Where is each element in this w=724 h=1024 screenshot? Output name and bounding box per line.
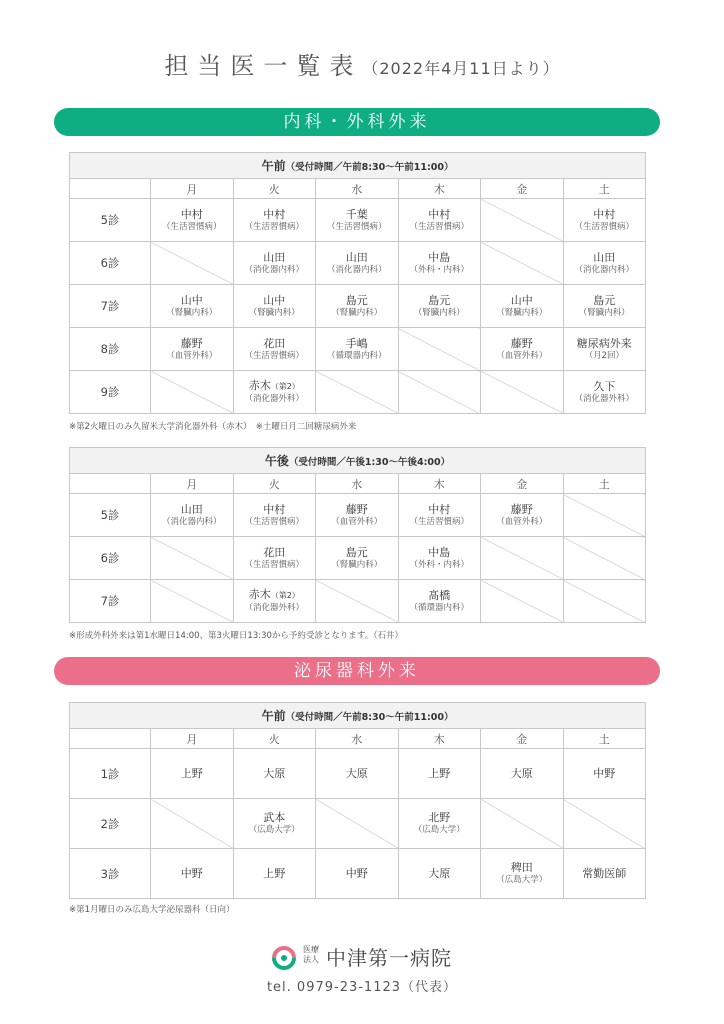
doctor-name bbox=[399, 546, 481, 559]
doctor-cell bbox=[233, 749, 316, 799]
table-header-row bbox=[70, 448, 646, 474]
doctor-specialty: （腎臓内科） bbox=[331, 307, 383, 318]
doctor-name bbox=[151, 867, 233, 880]
doctor-specialty: （血管外科） bbox=[496, 350, 548, 361]
hospital-logo-icon bbox=[270, 942, 298, 970]
empty-cell bbox=[481, 537, 564, 580]
doctor-name-text: 山中 bbox=[510, 293, 533, 307]
doctor-name-text: 中野 bbox=[593, 767, 616, 780]
doctor-name-text: 山田 bbox=[263, 250, 286, 264]
doctor-name-text: 中野 bbox=[180, 867, 203, 880]
session-label: 午前 bbox=[261, 159, 286, 173]
weekday-cell: 火 bbox=[233, 474, 316, 494]
phone-number: tel. 0979-23-1123（代表） bbox=[266, 980, 458, 995]
clinic-room-label: 3診 bbox=[70, 849, 151, 899]
doctor-name bbox=[151, 337, 233, 350]
doctor-name bbox=[234, 588, 316, 602]
doctor-name bbox=[234, 503, 316, 516]
internal-afternoon-note: ※形成外科外来は第1水曜日14:00、第3火曜日13:30から予約受診となります。（石井） bbox=[69, 631, 404, 641]
doctor-name bbox=[399, 251, 481, 264]
page-title bbox=[0, 46, 724, 81]
urology-banner: 泌尿器科外来 bbox=[54, 657, 660, 685]
reception-hours: （受付時間／午後1:30～午後4:00） bbox=[288, 457, 451, 468]
doctor-name bbox=[234, 867, 316, 880]
page-title-date: （2022年4月11日より） bbox=[362, 59, 560, 78]
doctor-name bbox=[151, 208, 233, 221]
clinic-room-label: 6診 bbox=[70, 242, 151, 285]
doctor-cell bbox=[151, 199, 234, 242]
clinic-room-label: 5診 bbox=[70, 494, 151, 537]
empty-cell bbox=[398, 328, 481, 371]
clinic-room-label: 1診 bbox=[70, 749, 151, 799]
doctor-specialty: （広島大学） bbox=[496, 875, 548, 885]
doctor-specialty: （血管外科） bbox=[331, 516, 383, 527]
doctor-cell bbox=[233, 285, 316, 328]
table-row bbox=[70, 849, 646, 899]
doctor-specialty: （生活習慣病） bbox=[574, 221, 635, 232]
doctor-specialty: （広島大学） bbox=[413, 825, 465, 835]
doctor-name bbox=[234, 767, 316, 780]
doctor-name-text: 藤野 bbox=[510, 336, 533, 350]
weekday-cell: 月 bbox=[151, 729, 234, 749]
hospital-logo bbox=[270, 940, 470, 974]
doctor-cell bbox=[398, 537, 481, 580]
weekday-cell: 月 bbox=[151, 179, 234, 199]
empty-cell bbox=[151, 537, 234, 580]
internal-afternoon-table bbox=[69, 447, 646, 623]
doctor-specialty: （生活習慣病） bbox=[326, 221, 387, 232]
doctor-cell bbox=[563, 285, 646, 328]
doctor-name-text: 赤木 bbox=[248, 379, 271, 392]
logo-corp-label: 医療法人 bbox=[303, 945, 319, 964]
doctor-name bbox=[234, 811, 316, 824]
doctor-cell bbox=[233, 328, 316, 371]
doctor-specialty: （腎臓内科） bbox=[578, 307, 630, 318]
session-label: 午後 bbox=[264, 454, 289, 468]
doctor-name bbox=[564, 867, 646, 880]
weekday-cell: 木 bbox=[398, 179, 481, 199]
doctor-specialty: （消化器外科） bbox=[244, 603, 304, 613]
clinic-room-label: 6診 bbox=[70, 537, 151, 580]
doctor-name bbox=[151, 767, 233, 780]
empty-cell bbox=[481, 199, 564, 242]
doctor-cell bbox=[398, 749, 481, 799]
doctor-cell bbox=[398, 494, 481, 537]
weekday-cell: 木 bbox=[398, 474, 481, 494]
table-row bbox=[70, 328, 646, 371]
weekday-row bbox=[70, 729, 646, 749]
doctor-name-text: 中村 bbox=[428, 207, 451, 221]
doctor-specialty: （消化器外科） bbox=[574, 393, 635, 404]
doctor-specialty: （循環器内科） bbox=[409, 602, 469, 613]
doctor-name bbox=[234, 337, 316, 350]
doctor-specialty: （消化器内科） bbox=[326, 264, 387, 275]
doctor-cell bbox=[233, 580, 316, 623]
doctor-name-text: 髙橋 bbox=[428, 588, 451, 602]
doctor-name-text: 中村 bbox=[180, 207, 203, 221]
doctor-specialty: （血管外科） bbox=[496, 516, 548, 527]
doctor-name-text: 中村 bbox=[593, 207, 616, 221]
empty-cell bbox=[316, 371, 399, 414]
doctor-cell bbox=[398, 580, 481, 623]
doctor-cell bbox=[563, 849, 646, 899]
doctor-name-text: 島元 bbox=[345, 293, 368, 307]
doctor-name-text: 花田 bbox=[263, 336, 286, 350]
weekday-cell: 火 bbox=[233, 179, 316, 199]
doctor-cell bbox=[398, 199, 481, 242]
doctor-cell bbox=[233, 799, 316, 849]
weekday-cell: 水 bbox=[316, 179, 399, 199]
doctor-specialty: （消化器内科） bbox=[574, 264, 635, 275]
doctor-cell bbox=[151, 749, 234, 799]
urology-morning-table bbox=[69, 702, 646, 899]
doctor-name bbox=[481, 337, 563, 350]
weekday-cell: 月 bbox=[151, 474, 234, 494]
table-row bbox=[70, 494, 646, 537]
doctor-name-text: 中野 bbox=[345, 867, 368, 880]
doctor-name bbox=[399, 208, 481, 221]
doctor-name-text: 糖尿病外来 bbox=[576, 336, 632, 350]
doctor-name bbox=[399, 767, 481, 780]
doctor-name bbox=[316, 867, 398, 880]
doctor-name bbox=[564, 208, 646, 221]
clinic-room-label: 9診 bbox=[70, 371, 151, 414]
doctor-name-text: 北野 bbox=[428, 811, 451, 824]
doctor-cell bbox=[316, 242, 399, 285]
doctor-specialty: （生活習慣病） bbox=[244, 221, 304, 232]
doctor-name-text: 稗田 bbox=[510, 861, 533, 874]
doctor-name bbox=[234, 294, 316, 307]
session-label: 午前 bbox=[261, 709, 286, 723]
hospital-name: 中津第一病院 bbox=[326, 946, 452, 970]
doctor-name-text: 山田 bbox=[180, 502, 203, 516]
doctor-name bbox=[481, 767, 563, 780]
clinic-room-label: 7診 bbox=[70, 580, 151, 623]
doctor-name bbox=[316, 767, 398, 780]
doctor-name bbox=[481, 294, 563, 307]
clinic-room-label: 5診 bbox=[70, 199, 151, 242]
doctor-name-text: 藤野 bbox=[510, 502, 533, 516]
empty-cell bbox=[316, 799, 399, 849]
doctor-name-text: 上野 bbox=[263, 867, 286, 880]
doctor-name-text: 上野 bbox=[428, 767, 451, 780]
doctor-specialty: （循環器内科） bbox=[326, 350, 387, 361]
weekday-cell: 金 bbox=[481, 729, 564, 749]
internal-morning-note: ※第2火曜日のみ久留米大学消化器外科（赤木） ※土曜日月二回糖尿病外来 bbox=[69, 422, 357, 432]
doctor-name bbox=[151, 294, 233, 307]
doctor-name bbox=[564, 380, 646, 393]
doctor-name bbox=[234, 208, 316, 221]
weekday-cell: 金 bbox=[481, 179, 564, 199]
doctor-name-text: 千葉 bbox=[345, 207, 368, 221]
empty-cell bbox=[563, 799, 646, 849]
empty-cell bbox=[481, 242, 564, 285]
doctor-specialty: （消化器内科） bbox=[244, 264, 304, 275]
corner-cell bbox=[70, 729, 151, 749]
doctor-name bbox=[564, 767, 646, 780]
doctor-name bbox=[234, 251, 316, 264]
doctor-cell bbox=[563, 749, 646, 799]
doctor-name bbox=[564, 337, 646, 350]
doctor-name bbox=[234, 379, 316, 393]
doctor-name bbox=[316, 503, 398, 516]
doctor-specialty: （腎臓内科） bbox=[166, 307, 218, 318]
doctor-cell bbox=[563, 242, 646, 285]
doctor-specialty: （血管外科） bbox=[166, 350, 218, 361]
weekday-cell: 土 bbox=[563, 729, 646, 749]
doctor-name bbox=[316, 546, 398, 559]
empty-cell bbox=[481, 371, 564, 414]
empty-cell bbox=[563, 494, 646, 537]
weekday-row bbox=[70, 179, 646, 199]
doctor-name-text: 中村 bbox=[428, 502, 451, 516]
weekday-cell: 木 bbox=[398, 729, 481, 749]
clinic-room-label: 7診 bbox=[70, 285, 151, 328]
empty-cell bbox=[151, 580, 234, 623]
doctor-cell bbox=[316, 849, 399, 899]
doctor-cell bbox=[151, 849, 234, 899]
doctor-specialty: （腎臓内科） bbox=[331, 559, 383, 570]
doctor-week-note: （第2） bbox=[270, 382, 300, 391]
doctor-name-text: 中村 bbox=[263, 207, 286, 221]
doctor-week-note: （第2） bbox=[270, 591, 300, 600]
corner-cell bbox=[70, 179, 151, 199]
doctor-specialty: （広島大学） bbox=[248, 825, 300, 835]
session-header bbox=[70, 448, 646, 474]
weekday-cell: 火 bbox=[233, 729, 316, 749]
session-header bbox=[70, 153, 646, 179]
doctor-cell bbox=[233, 494, 316, 537]
doctor-specialty: （生活習慣病） bbox=[409, 516, 469, 527]
clinic-room-label: 2診 bbox=[70, 799, 151, 849]
doctor-name bbox=[399, 294, 481, 307]
weekday-cell: 水 bbox=[316, 729, 399, 749]
doctor-cell bbox=[316, 494, 399, 537]
doctor-cell bbox=[316, 328, 399, 371]
urology-morning-note: ※第1月曜日のみ広島大学泌尿器科（日向） bbox=[69, 905, 235, 915]
doctor-cell bbox=[151, 285, 234, 328]
doctor-name-text: 大原 bbox=[428, 867, 451, 880]
session-header bbox=[70, 703, 646, 729]
doctor-name-text: 藤野 bbox=[180, 336, 203, 350]
doctor-cell bbox=[233, 537, 316, 580]
doctor-cell bbox=[481, 285, 564, 328]
doctor-specialty: （生活習慣病） bbox=[409, 221, 469, 232]
doctor-cell bbox=[233, 242, 316, 285]
doctor-name bbox=[399, 867, 481, 880]
doctor-specialty: （消化器内科） bbox=[161, 516, 222, 527]
table-row bbox=[70, 799, 646, 849]
doctor-cell bbox=[481, 328, 564, 371]
empty-cell bbox=[398, 371, 481, 414]
doctor-specialty: （月2回） bbox=[584, 350, 624, 361]
weekday-cell: 水 bbox=[316, 474, 399, 494]
reception-hours: （受付時間／午前8:30～午前11:00） bbox=[285, 162, 454, 173]
doctor-name-text: 手嶋 bbox=[345, 336, 368, 350]
doctor-name-text: 島元 bbox=[345, 545, 368, 559]
doctor-specialty: （生活習慣病） bbox=[244, 559, 304, 570]
doctor-name bbox=[316, 208, 398, 221]
empty-cell bbox=[151, 799, 234, 849]
doctor-name bbox=[316, 251, 398, 264]
table-row bbox=[70, 242, 646, 285]
doctor-cell bbox=[233, 849, 316, 899]
empty-cell bbox=[481, 799, 564, 849]
doctor-cell bbox=[398, 285, 481, 328]
doctor-name bbox=[399, 589, 481, 602]
table-header-row bbox=[70, 703, 646, 729]
doctor-cell bbox=[233, 371, 316, 414]
doctor-name-text: 島元 bbox=[428, 293, 451, 307]
doctor-cell bbox=[398, 242, 481, 285]
empty-cell bbox=[481, 580, 564, 623]
doctor-specialty: （腎臓内科） bbox=[413, 307, 465, 318]
doctor-name-text: 山中 bbox=[263, 293, 286, 307]
doctor-name-text: 山田 bbox=[345, 250, 368, 264]
empty-cell bbox=[151, 242, 234, 285]
internal-surgery-banner: 内科・外科外来 bbox=[54, 108, 660, 136]
doctor-name-text: 赤木 bbox=[248, 588, 271, 601]
doctor-specialty: （生活習慣病） bbox=[244, 350, 304, 361]
doctor-name-text: 久下 bbox=[593, 379, 616, 393]
doctor-cell bbox=[151, 328, 234, 371]
doctor-cell bbox=[398, 849, 481, 899]
doctor-specialty: （腎臓内科） bbox=[248, 307, 300, 318]
doctor-specialty: （生活習慣病） bbox=[244, 516, 304, 527]
table-header-row bbox=[70, 153, 646, 179]
table-row bbox=[70, 199, 646, 242]
doctor-name-text: 花田 bbox=[263, 545, 286, 559]
doctor-name-text: 中島 bbox=[428, 250, 451, 264]
empty-cell bbox=[151, 371, 234, 414]
page-title-main: 担当医一覧表 bbox=[164, 52, 363, 80]
empty-cell bbox=[563, 537, 646, 580]
doctor-cell bbox=[316, 749, 399, 799]
doctor-specialty: （消化器外科） bbox=[244, 394, 304, 404]
doctor-name-text: 常勤医師 bbox=[582, 867, 627, 880]
doctor-cell bbox=[563, 328, 646, 371]
doctor-cell bbox=[481, 749, 564, 799]
doctor-name-text: 島元 bbox=[593, 293, 616, 307]
doctor-name-text: 中村 bbox=[263, 502, 286, 516]
doctor-cell bbox=[398, 799, 481, 849]
weekday-cell: 金 bbox=[481, 474, 564, 494]
doctor-specialty: （生活習慣病） bbox=[161, 221, 222, 232]
internal-morning-table bbox=[69, 152, 646, 414]
doctor-cell bbox=[563, 371, 646, 414]
doctor-cell bbox=[316, 537, 399, 580]
doctor-specialty: （外科・内科） bbox=[409, 264, 469, 275]
doctor-cell bbox=[316, 285, 399, 328]
empty-cell bbox=[563, 580, 646, 623]
doctor-name-text: 大原 bbox=[345, 767, 368, 780]
doctor-cell bbox=[151, 494, 234, 537]
doctor-name-text: 山田 bbox=[593, 250, 616, 264]
corner-cell bbox=[70, 474, 151, 494]
doctor-name bbox=[316, 337, 398, 350]
weekday-row bbox=[70, 474, 646, 494]
doctor-name-text: 大原 bbox=[263, 767, 286, 780]
doctor-name bbox=[234, 546, 316, 559]
doctor-cell bbox=[481, 849, 564, 899]
doctor-cell bbox=[233, 199, 316, 242]
table-row bbox=[70, 537, 646, 580]
doctor-cell bbox=[316, 199, 399, 242]
doctor-name bbox=[151, 503, 233, 516]
doctor-name bbox=[399, 503, 481, 516]
doctor-name-text: 山中 bbox=[180, 293, 203, 307]
table-row bbox=[70, 371, 646, 414]
doctor-cell bbox=[563, 199, 646, 242]
doctor-name bbox=[399, 811, 481, 824]
doctor-specialty: （外科・内科） bbox=[409, 559, 469, 570]
reception-hours: （受付時間／午前8:30～午前11:00） bbox=[285, 712, 454, 723]
doctor-name bbox=[564, 294, 646, 307]
doctor-cell bbox=[481, 494, 564, 537]
doctor-name-text: 上野 bbox=[180, 767, 203, 780]
doctor-name bbox=[316, 294, 398, 307]
table-row bbox=[70, 285, 646, 328]
weekday-cell: 土 bbox=[563, 179, 646, 199]
doctor-name bbox=[481, 861, 563, 874]
doctor-specialty: （腎臓内科） bbox=[496, 307, 548, 318]
doctor-name bbox=[564, 251, 646, 264]
doctor-name-text: 中島 bbox=[428, 545, 451, 559]
empty-cell bbox=[316, 580, 399, 623]
doctor-name bbox=[481, 503, 563, 516]
doctor-name-text: 武本 bbox=[263, 811, 286, 824]
weekday-cell: 土 bbox=[563, 474, 646, 494]
table-row bbox=[70, 580, 646, 623]
doctor-name-text: 藤野 bbox=[345, 502, 368, 516]
doctor-name-text: 大原 bbox=[510, 767, 533, 780]
table-row bbox=[70, 749, 646, 799]
clinic-room-label: 8診 bbox=[70, 328, 151, 371]
